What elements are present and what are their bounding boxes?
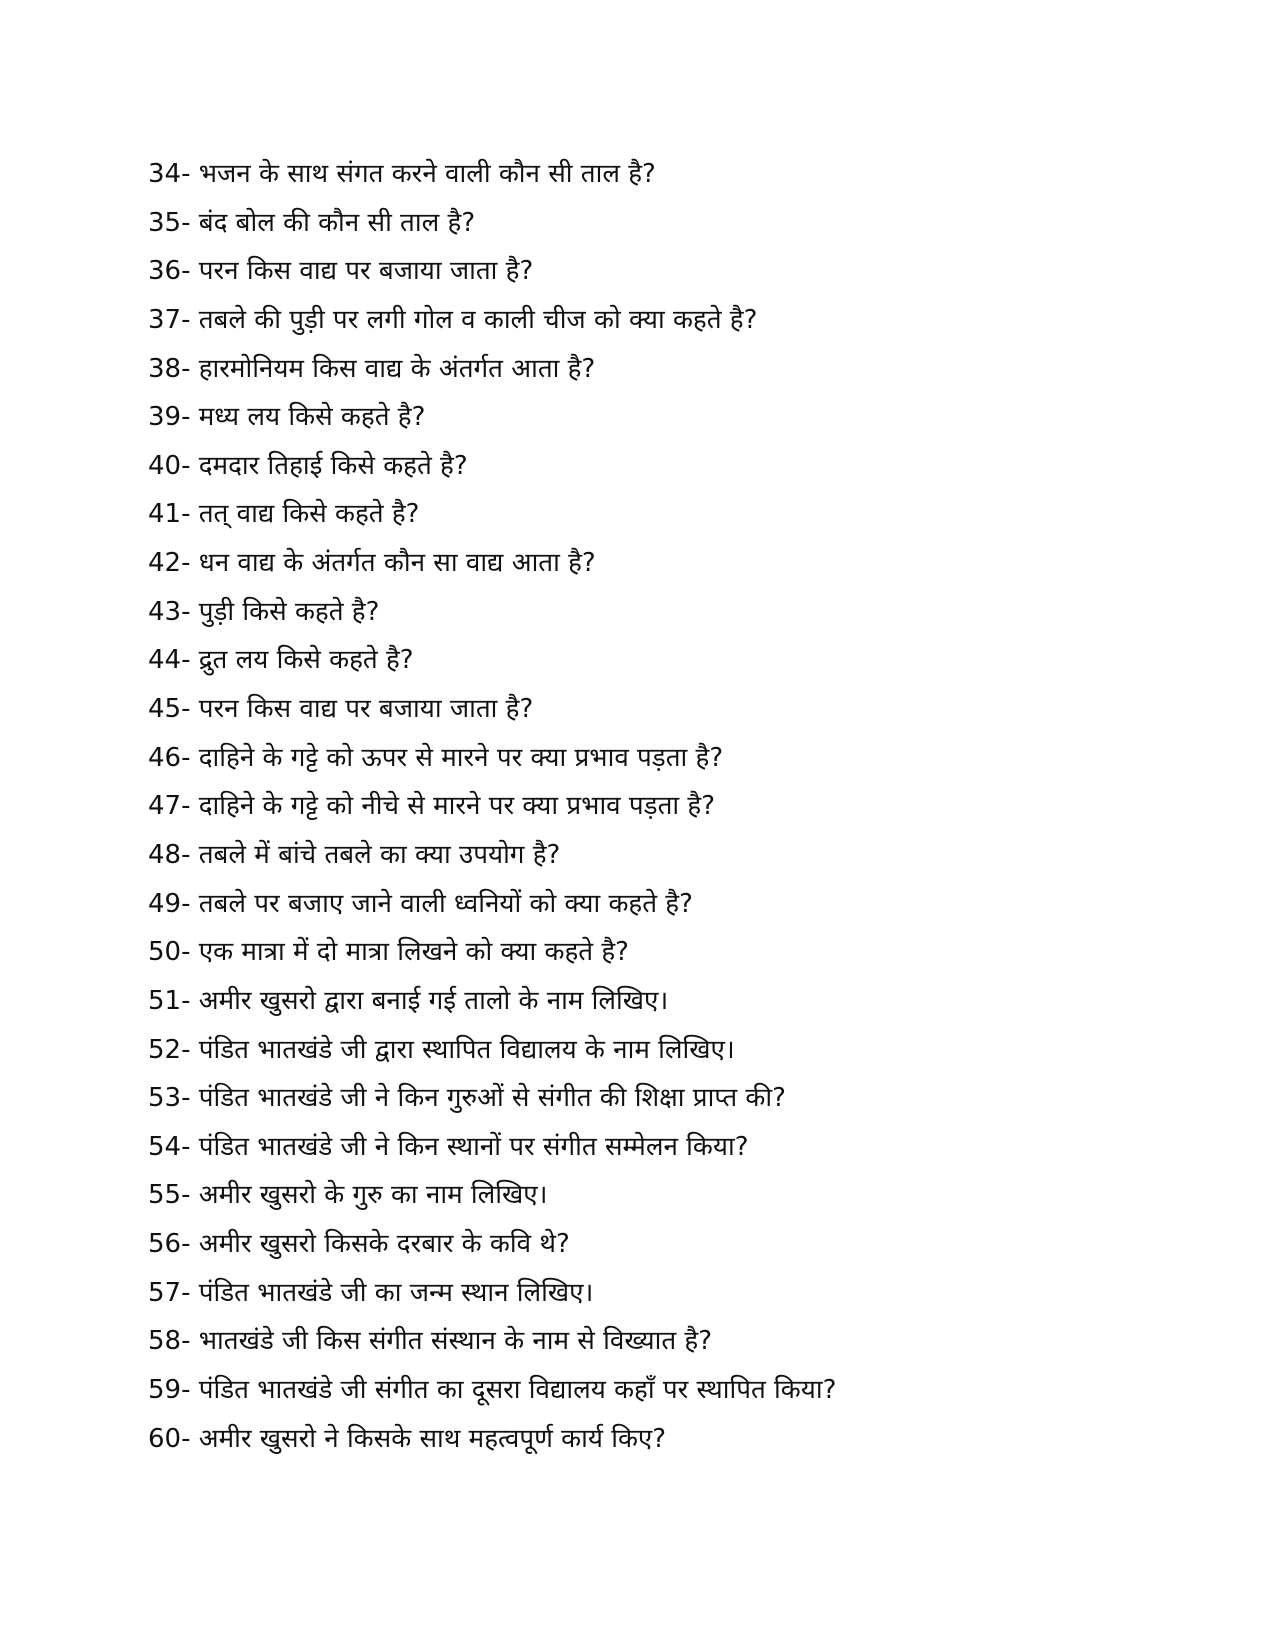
question-text: तबले की पुड़ी पर लगी गोल व काली चीज को क्या कहते है?	[198, 304, 758, 335]
question-number: 34-	[148, 159, 191, 189]
question-number: 59-	[148, 1375, 191, 1406]
question-item	[148, 782, 1228, 831]
question-number: 41-	[148, 499, 191, 530]
question-text: पंडित भातखंडे जी ने किन स्थानों पर संगीत सम्मेलन किया?	[198, 1131, 749, 1162]
question-number: 60-	[148, 1423, 191, 1454]
question-text: भातखंडे जी किस संगीत संस्थान के नाम से विख्यात है?	[198, 1326, 713, 1357]
question-number: 39-	[148, 402, 191, 433]
question-number: 38-	[148, 353, 191, 384]
question-text: पुड़ी किसे कहते है?	[198, 596, 380, 627]
question-text: दाहिने के गट्टे को ऊपर से मारने पर क्या प्रभाव पड़ता है?	[198, 742, 724, 773]
question-list	[148, 150, 1228, 1463]
question-number: 40-	[148, 450, 191, 481]
question-number: 49-	[148, 888, 191, 919]
question-number: 50-	[148, 937, 191, 968]
question-number: 35-	[148, 207, 191, 238]
question-item	[148, 1269, 1228, 1318]
question-number: 51-	[148, 985, 191, 1016]
question-text: धन वाद्य के अंतर्गत कौन सा वाद्य आता है?	[198, 548, 596, 579]
question-item	[148, 247, 1228, 296]
question-item	[148, 977, 1228, 1026]
question-item	[148, 490, 1228, 539]
question-text: भजन के साथ संगत करने वाली कौन सी ताल है?	[198, 159, 656, 189]
question-number: 54-	[148, 1131, 191, 1162]
question-text: तत् वाद्य किसे कहते है?	[198, 499, 420, 530]
question-text: अमीर खुसरो ने किसके साथ महत्वपूर्ण कार्य किए?	[198, 1423, 667, 1454]
question-number: 37-	[148, 304, 191, 335]
question-item	[148, 734, 1228, 783]
question-item	[148, 296, 1228, 345]
question-number: 42-	[148, 548, 191, 579]
question-item	[148, 588, 1228, 637]
question-item	[148, 636, 1228, 685]
question-number: 36-	[148, 256, 191, 287]
question-item	[148, 880, 1228, 929]
question-text: पंडित भातखंडे जी ने किन गुरुओं से संगीत की शिक्षा प्राप्त की?	[198, 1083, 786, 1114]
question-item	[148, 199, 1228, 248]
question-item	[148, 1074, 1228, 1123]
question-number: 56-	[148, 1229, 191, 1260]
question-item	[148, 442, 1228, 491]
question-number: 53-	[148, 1083, 191, 1114]
question-item	[148, 1317, 1228, 1366]
question-text: पंडित भातखंडे जी संगीत का दूसरा विद्यालय कहाँ पर स्थापित किया?	[198, 1375, 837, 1406]
question-number: 52-	[148, 1034, 191, 1065]
question-number: 57-	[148, 1277, 191, 1308]
question-item	[148, 150, 1228, 199]
question-text: तबले पर बजाए जाने वाली ध्वनियों को क्या कहते है?	[198, 888, 693, 919]
question-item	[148, 928, 1228, 977]
question-number: 48-	[148, 839, 191, 870]
question-number: 55-	[148, 1180, 191, 1211]
question-number: 44-	[148, 645, 191, 676]
question-item	[148, 685, 1228, 734]
question-item	[148, 345, 1228, 394]
question-number: 46-	[148, 742, 191, 773]
question-item	[148, 1366, 1228, 1415]
question-item	[148, 1026, 1228, 1075]
question-text: हारमोनियम किस वाद्य के अंतर्गत आता है?	[198, 353, 596, 384]
question-text: अमीर खुसरो द्वारा बनाई गई तालो के नाम लिखिए।	[198, 985, 669, 1016]
question-text: एक मात्रा में दो मात्रा लिखने को क्या कहते है?	[198, 937, 629, 968]
question-text: दाहिने के गट्टे को नीचे से मारने पर क्या प्रभाव पड़ता है?	[198, 791, 715, 822]
question-text: परन किस वाद्य पर बजाया जाता है?	[198, 256, 534, 287]
question-number: 58-	[148, 1326, 191, 1357]
question-text: बंद बोल की कौन सी ताल है?	[198, 207, 476, 238]
question-text: दमदार तिहाई किसे कहते है?	[198, 450, 468, 481]
question-text: पंडित भातखंडे जी का जन्म स्थान लिखिए।	[198, 1277, 594, 1308]
question-text: द्रुत लय किसे कहते है?	[198, 645, 414, 676]
question-text: अमीर खुसरो किसके दरबार के कवि थे?	[198, 1229, 570, 1260]
question-item	[148, 539, 1228, 588]
question-item	[148, 1415, 1228, 1464]
question-text: पंडित भातखंडे जी द्वारा स्थापित विद्यालय के नाम लिखिए।	[198, 1034, 735, 1065]
question-number: 43-	[148, 596, 191, 627]
question-text: परन किस वाद्य पर बजाया जाता है?	[198, 694, 534, 725]
question-item	[148, 393, 1228, 442]
question-text: मध्य लय किसे कहते है?	[198, 402, 426, 433]
question-number: 45-	[148, 694, 191, 725]
question-text: तबले में बांचे तबले का क्या उपयोग है?	[198, 839, 561, 870]
question-item	[148, 1123, 1228, 1172]
question-item	[148, 1171, 1228, 1220]
question-item	[148, 831, 1228, 880]
question-number: 47-	[148, 791, 191, 822]
question-text: अमीर खुसरो के गुरु का नाम लिखिए।	[198, 1180, 548, 1211]
question-item	[148, 1220, 1228, 1269]
